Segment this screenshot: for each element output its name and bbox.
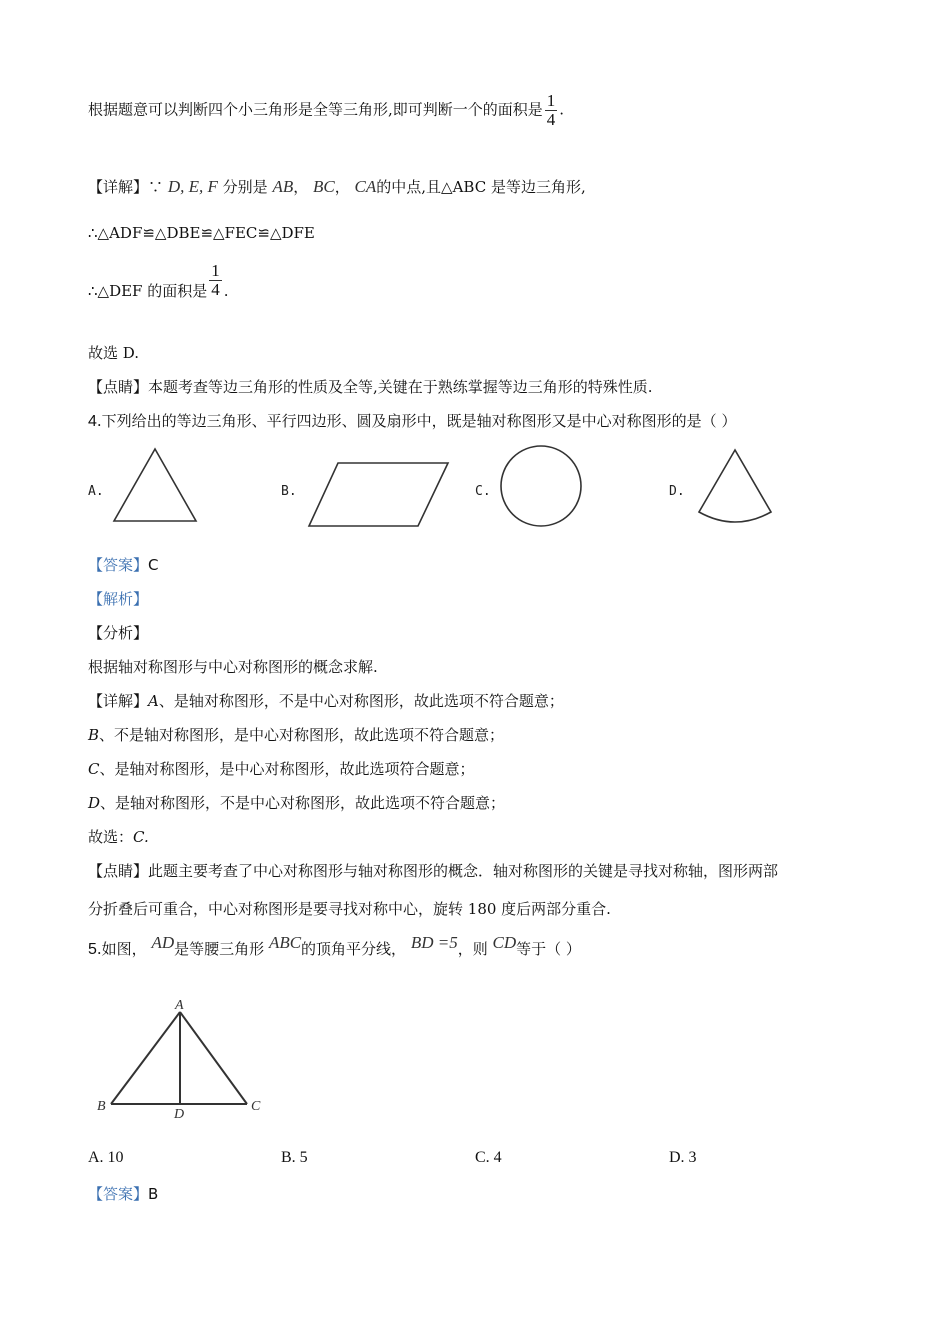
q4-fenxi-label: 【分析】 xyxy=(88,624,149,642)
q4-answer-line: 【答案】C xyxy=(88,556,159,574)
q5-option-c: C. 4 xyxy=(475,1149,502,1166)
text: 根据题意可以判断四个小三角形是全等三角形,即可判断一个的面积是 xyxy=(88,100,543,119)
label-d: D xyxy=(174,1107,185,1122)
fraction-one-quarter: $\frac{1}{4}$ xyxy=(546,91,556,129)
q4-choose: 故选：C. xyxy=(88,828,149,846)
q5-answer-line: 【答案】B xyxy=(88,1185,159,1203)
area-line: ∴△DEF 的面积是 $\frac{1}{4}$ . xyxy=(88,261,229,301)
q4-comment-1: 【点睛】此题主要考查了中心对称图形与轴对称图形的概念．轴对称图形的关键是寻找对称轴，图形两部 xyxy=(88,862,779,880)
q4-detail-b: B、不是轴对称图形，是中心对称图形，故此选项不符合题意； xyxy=(88,726,505,744)
math-bd-equals-5: BD =5 xyxy=(410,933,458,952)
question-4-stem: 4.下列给出的等边三角形、平行四边形、圆及扇形中，既是轴对称图形又是中心对称图形的是（ ） xyxy=(88,412,737,430)
solution-line-area-reasoning: 根据题意可以判断四个小三角形是全等三角形,即可判断一个的面积是 $\frac{1}{4}$ . xyxy=(88,91,565,129)
fraction-one-quarter: $\frac{1}{4}$ xyxy=(211,261,220,299)
math-cd: CD xyxy=(492,933,517,952)
comment-line: 【点睛】本题考查等边三角形的性质及全等,关键在于熟练掌握等边三角形的特殊性质. xyxy=(88,378,653,396)
parallelogram-figure xyxy=(309,463,448,526)
option-b-label: B. xyxy=(281,484,297,499)
isosceles-triangle-figure xyxy=(85,990,275,1125)
option-a-label: A. xyxy=(88,484,104,499)
label-b: B xyxy=(97,1099,106,1114)
congruent-line: ∴△ADF≌△DBE≌△FEC≌△DFE xyxy=(88,224,315,242)
math-segment-ab: AB xyxy=(272,177,294,196)
q5-option-a: A. 10 xyxy=(88,1149,124,1166)
q5-option-d: D. 3 xyxy=(669,1149,697,1166)
math-segment-bc: BC xyxy=(313,177,335,196)
q4-fenxi-text: 根据轴对称图形与中心对称图形的概念求解. xyxy=(88,658,378,676)
question-4-figures xyxy=(0,0,950,540)
circle-figure xyxy=(501,446,581,526)
q4-detail-c: C、是轴对称图形，是中心对称图形，故此选项符合题意； xyxy=(88,760,475,778)
solution-detail-line: 【详解】∵ D, E, F 分别是 AB， BC， CA的中点,且△ABC 是等边三角形, xyxy=(88,177,586,196)
label-c: C xyxy=(251,1099,261,1114)
choose-line: 故选 D. xyxy=(88,344,140,362)
sector-figure xyxy=(699,450,771,522)
math-segment-ca: CA xyxy=(354,177,377,196)
option-c-label: C. xyxy=(475,484,491,499)
math-points: D, E, F xyxy=(167,177,218,196)
math-abc: ABC xyxy=(268,933,302,952)
q5-option-b: B. 5 xyxy=(281,1149,308,1166)
q4-detail-a: 【详解】A、是轴对称图形，不是中心对称图形，故此选项不符合题意； xyxy=(88,692,564,710)
question-5-stem: 5.如图， AD是等腰三角形 ABC的顶角平分线， BD =5，则 CD等于（ ） xyxy=(88,933,581,958)
option-d-label: D. xyxy=(669,484,685,499)
q4-comment-2: 分折叠后可重合，中心对称图形是要寻找对称中心，旋转 180 度后两部分重合. xyxy=(88,900,611,918)
q4-analysis-label: 【解析】 xyxy=(88,590,149,608)
q4-detail-d: D、是轴对称图形，不是中心对称图形，故此选项不符合题意； xyxy=(88,794,506,812)
label-a: A xyxy=(175,998,184,1013)
math-ad: AD xyxy=(151,933,175,952)
equilateral-triangle-figure xyxy=(114,449,196,521)
